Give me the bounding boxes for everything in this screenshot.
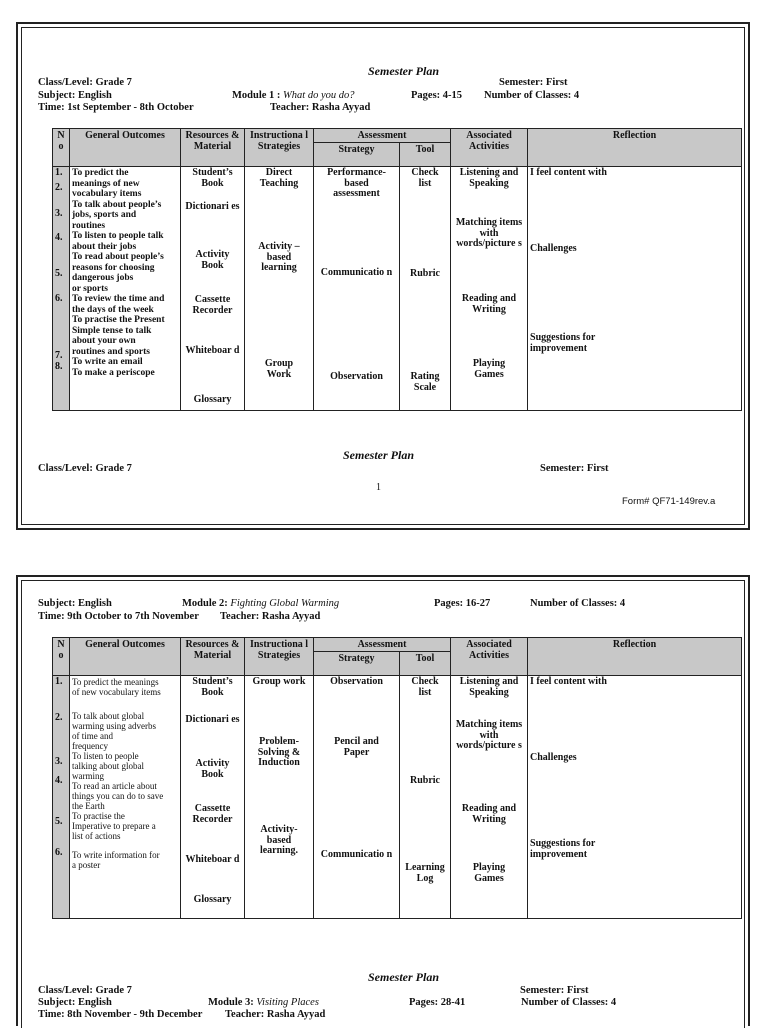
- strategies-column: [245, 167, 314, 411]
- pages-range: Pages: 4-15: [411, 90, 463, 101]
- assessment-tool-column: [400, 676, 451, 919]
- assessment-strategy-item: Performance- based assessment: [327, 167, 386, 199]
- assessment-strategy-column: [314, 167, 400, 411]
- outcome-line: To practise the Present: [72, 315, 165, 325]
- outcome-line: a poster: [72, 860, 101, 870]
- pages-range: Pages: 16-27: [434, 598, 491, 609]
- plan-table: [52, 637, 742, 919]
- semester: Semester: First: [499, 77, 568, 88]
- reflection-column: [528, 676, 742, 919]
- outcome-line: To talk about global: [72, 711, 145, 721]
- header-strategies: Instructiona l Strategies: [245, 129, 314, 167]
- footer-module-name: Visiting Places: [256, 997, 319, 1008]
- outcome-line: Simple tense to talk: [72, 325, 152, 336]
- assessment-strategy-item: Pencil and Paper: [334, 736, 379, 758]
- assessment-strategy-item: Communicatio n: [320, 849, 393, 860]
- outcome-line: To predict the meanings: [72, 677, 159, 687]
- header-no: N o: [53, 638, 70, 676]
- header-activities: Associated Activities: [451, 129, 528, 167]
- reflection-item: Challenges: [530, 752, 577, 763]
- row-number: 6.: [55, 847, 63, 858]
- header-assessment-tool: Tool: [400, 652, 451, 676]
- semester-plan-page-1: [16, 22, 750, 530]
- header-assessment: Assessment: [314, 129, 451, 143]
- footer-teacher: Teacher: Rasha Ayyad: [225, 1009, 326, 1020]
- footer-class-level: Class/Level: Grade 7: [38, 985, 132, 996]
- assessment-strategy-column: [314, 676, 400, 919]
- row-number: 4.: [55, 232, 63, 243]
- outcome-line: To read about people’s: [72, 252, 164, 262]
- footer-number-of-classes: Number of Classes: 4: [521, 997, 617, 1008]
- resource-item: Glossary: [193, 894, 232, 905]
- subject: Subject: English: [38, 598, 112, 609]
- header-reflection: Reflection: [528, 129, 742, 167]
- assessment-strategy-item: Observation: [330, 676, 383, 687]
- activity-item: Playing Games: [472, 358, 506, 380]
- header-assessment-strategy: Strategy: [314, 652, 400, 676]
- outcome-line: To write an email: [72, 357, 143, 367]
- resource-item: Cassette Recorder: [192, 294, 233, 316]
- page-number: 1: [376, 482, 381, 493]
- activity-item: Playing Games: [472, 862, 506, 884]
- outcome-line: reasons for choosing: [72, 262, 155, 273]
- row-number: 6.: [55, 293, 63, 304]
- row-number: 4.: [55, 775, 63, 786]
- header-assessment-tool: Tool: [400, 143, 451, 167]
- outcome-line: To listen to people: [72, 751, 139, 761]
- module-label: Module 1 :: [232, 90, 281, 101]
- outcome-line: or sports: [72, 283, 108, 294]
- assessment-tool-item: Rubric: [410, 268, 440, 279]
- activity-item: Reading and Writing: [461, 803, 517, 825]
- module-info: [232, 90, 355, 101]
- reflection-item: I feel content with: [530, 676, 607, 687]
- time-period: Time: 9th October to 7th November: [38, 611, 199, 622]
- outcome-line: routines and sports: [72, 346, 150, 357]
- number-of-classes: Number of Classes: 4: [484, 90, 580, 101]
- outcome-line: vocabulary items: [72, 189, 142, 199]
- outcome-line: dangerous jobs: [72, 273, 134, 283]
- form-number: Form# QF71-149rev.a: [622, 496, 716, 507]
- row-number: 3.: [55, 208, 63, 219]
- assessment-tool-column: [400, 167, 451, 411]
- number-column: [53, 167, 70, 411]
- resource-item: Dictionari es: [185, 201, 240, 212]
- outcome-line: the Earth: [72, 801, 105, 811]
- activities-column: [451, 167, 528, 411]
- outcome-line: about their jobs: [72, 241, 137, 252]
- activities-column: [451, 676, 528, 919]
- outcome-line: routines: [72, 220, 106, 231]
- header-outcomes: General Outcomes: [70, 129, 181, 167]
- outcome-line: meanings of new: [72, 178, 140, 189]
- outcome-line: about your own: [72, 336, 136, 346]
- header-activities: Associated Activities: [451, 638, 528, 676]
- outcome-line: To listen to people talk: [72, 231, 164, 241]
- resources-column: [181, 167, 245, 411]
- strategy-item: Problem- Solving & Induction: [257, 736, 301, 768]
- outcome-line: Imperative to prepare a: [72, 821, 156, 831]
- activity-item: Listening and Speaking: [459, 167, 519, 189]
- time-period: Time: 1st September - 8th October: [38, 102, 194, 113]
- row-number: 7.: [55, 350, 63, 361]
- footer-pages-range: Pages: 28-41: [409, 997, 466, 1008]
- row-number: 2.: [55, 182, 63, 193]
- outcomes-column: [70, 167, 181, 411]
- row-number: 1.: [55, 167, 63, 178]
- activity-item: Matching items with words/picture s: [455, 719, 523, 751]
- outcome-line: To predict the: [72, 168, 129, 178]
- module-name: Fighting Global Warming: [230, 598, 340, 609]
- header-no: N o: [53, 129, 70, 167]
- header-resources: Resources & Material: [181, 638, 245, 676]
- footer-module-label: Module 3:: [208, 997, 254, 1008]
- reflection-item: Suggestions for improvement: [530, 332, 596, 354]
- outcome-line: To read an article about: [72, 781, 157, 791]
- class-level: Class/Level: Grade 7: [38, 77, 132, 88]
- outcome-line: To write information for: [72, 850, 160, 860]
- reflection-item: Suggestions for improvement: [530, 838, 596, 860]
- row-number: 8.: [55, 361, 63, 372]
- plan-table: [52, 128, 742, 411]
- outcome-line: list of actions: [72, 831, 121, 841]
- outcome-line: To talk about people’s: [72, 199, 162, 210]
- reflection-item: I feel content with: [530, 167, 607, 178]
- activity-item: Listening and Speaking: [459, 676, 519, 698]
- resource-item: Dictionari es: [185, 714, 240, 725]
- assessment-tool-item: Check list: [411, 676, 439, 698]
- outcomes-column: [70, 676, 181, 919]
- strategy-item: Activity- based learning.: [259, 824, 299, 856]
- subject: Subject: English: [38, 90, 112, 101]
- number-column: [53, 676, 70, 919]
- reflection-column: [528, 167, 742, 411]
- outcome-line: frequency: [72, 741, 108, 751]
- resource-item: Cassette Recorder: [192, 803, 233, 825]
- activity-item: Reading and Writing: [461, 293, 517, 315]
- page-title: Semester Plan: [368, 64, 439, 78]
- outcome-line: things you can do to save: [72, 791, 164, 801]
- header-strategies: Instructiona l Strategies: [245, 638, 314, 676]
- outcome-line: warming using adverbs: [72, 721, 156, 731]
- assessment-strategy-item: Observation: [330, 371, 383, 382]
- assessment-strategy-item: Communicatio n: [320, 267, 393, 278]
- footer-semester: Semester: First: [540, 463, 609, 474]
- outcome-line: jobs, sports and: [72, 210, 137, 220]
- footer-title: Semester Plan: [343, 448, 414, 462]
- outcome-line: talking about global: [72, 761, 144, 771]
- teacher: Teacher: Rasha Ayyad: [270, 102, 371, 113]
- module-name: What do you do?: [283, 90, 355, 101]
- footer-title: Semester Plan: [368, 970, 439, 984]
- header-outcomes: General Outcomes: [70, 638, 181, 676]
- footer-subject: Subject: English: [38, 997, 112, 1008]
- activity-item: Matching items with words/picture s: [455, 217, 523, 249]
- reflection-item: Challenges: [530, 243, 577, 254]
- outcome-line: To make a periscope: [72, 367, 155, 378]
- resource-item: Glossary: [193, 394, 232, 405]
- strategies-column: [245, 676, 314, 919]
- header-reflection: Reflection: [528, 638, 742, 676]
- footer-module-info: [208, 997, 319, 1008]
- strategy-item: Activity – based learning: [258, 241, 300, 273]
- row-number: 5.: [55, 816, 63, 827]
- strategy-item: Direct Teaching: [259, 167, 299, 189]
- row-number: 5.: [55, 268, 63, 279]
- footer-semester: Semester: First: [520, 985, 589, 996]
- assessment-tool-item: Check list: [411, 167, 439, 189]
- resource-item: Whiteboar d: [185, 345, 240, 356]
- outcome-line: the days of the week: [72, 304, 154, 315]
- resources-column: [181, 676, 245, 919]
- strategy-item: Group Work: [264, 358, 294, 380]
- resource-item: Activity Book: [195, 249, 230, 271]
- outcome-line: of time and: [72, 731, 113, 741]
- assessment-tool-item: Rubric: [410, 775, 440, 786]
- header-assessment: Assessment: [314, 638, 451, 652]
- number-of-classes: Number of Classes: 4: [530, 598, 626, 609]
- resource-item: Student’s Book: [192, 676, 233, 698]
- teacher: Teacher: Rasha Ayyad: [220, 611, 321, 622]
- outcome-line: warming: [72, 771, 104, 781]
- header-resources: Resources & Material: [181, 129, 245, 167]
- outcome-line: To practise the: [72, 811, 125, 821]
- outcome-line: of new vocabulary items: [72, 687, 161, 697]
- strategy-item: Group work: [252, 676, 306, 687]
- module-label: Module 2:: [182, 598, 228, 609]
- row-number: 1.: [55, 676, 63, 687]
- footer-class-level: Class/Level: Grade 7: [38, 463, 132, 474]
- module-info: [182, 598, 339, 609]
- outcome-line: To review the time and: [72, 294, 165, 304]
- resource-item: Whiteboar d: [185, 854, 240, 865]
- assessment-tool-item: Learning Log: [405, 862, 445, 884]
- row-number: 2.: [55, 712, 63, 723]
- assessment-tool-item: Rating Scale: [410, 371, 440, 393]
- header-assessment-strategy: Strategy: [314, 143, 400, 167]
- resource-item: Student’s Book: [192, 167, 233, 189]
- row-number: 3.: [55, 756, 63, 767]
- resource-item: Activity Book: [195, 758, 230, 780]
- footer-time-period: Time: 8th November - 9th December: [38, 1009, 203, 1020]
- semester-plan-page-2: [16, 575, 750, 1026]
